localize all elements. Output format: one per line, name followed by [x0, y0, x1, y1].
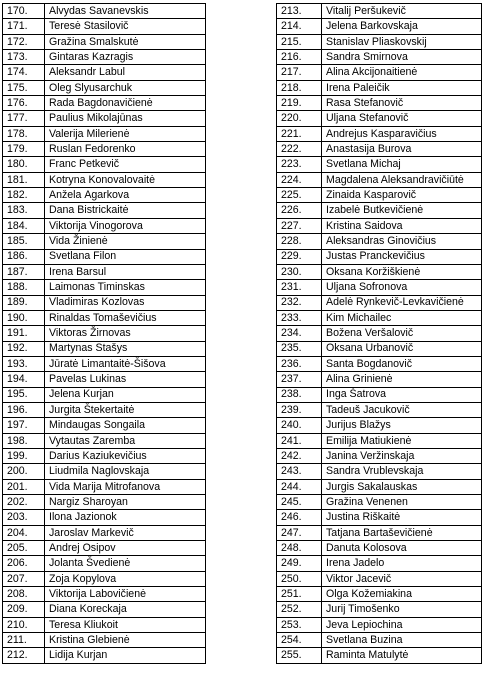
person-name: Svetlana Michaj [322, 157, 482, 172]
table-row [277, 126, 482, 141]
table-row [277, 602, 482, 617]
table-row [3, 249, 206, 264]
row-number: 203. [3, 510, 45, 525]
row-number: 205. [3, 541, 45, 556]
row-number: 192. [3, 341, 45, 356]
table-row [277, 234, 482, 249]
row-number: 171. [3, 19, 45, 34]
row-number: 239. [277, 402, 322, 417]
row-number: 198. [3, 433, 45, 448]
person-name: Svetlana Filon [45, 249, 206, 264]
row-number: 231. [277, 280, 322, 295]
person-name: Pavelas Lukinas [45, 372, 206, 387]
table-row [277, 372, 482, 387]
table-row [277, 4, 482, 19]
person-name: Laimonas Timinskas [45, 280, 206, 295]
table-row [277, 80, 482, 95]
row-number: 220. [277, 111, 322, 126]
table-row [277, 433, 482, 448]
table-row [277, 65, 482, 80]
row-number: 181. [3, 172, 45, 187]
row-number: 214. [277, 19, 322, 34]
person-name: Oksana Koržiškienė [322, 264, 482, 279]
table-row [277, 571, 482, 586]
person-name: Alina Grinienė [322, 372, 482, 387]
person-name: Vitalij Peršukevič [322, 4, 482, 19]
person-name: Jurijus Blažys [322, 418, 482, 433]
row-number: 249. [277, 556, 322, 571]
row-number: 218. [277, 80, 322, 95]
person-name: Zoja Kopylova [45, 571, 206, 586]
row-number: 242. [277, 448, 322, 463]
person-name: Alina Akcijonaitienė [322, 65, 482, 80]
row-number: 202. [3, 495, 45, 510]
table-row [277, 188, 482, 203]
table-row [3, 142, 206, 157]
person-name: Kristina Glebienė [45, 633, 206, 648]
table-row [3, 448, 206, 463]
table-row [3, 587, 206, 602]
person-name: Inga Šatrova [322, 387, 482, 402]
person-name: Ilona Jazionok [45, 510, 206, 525]
row-number: 233. [277, 310, 322, 325]
row-number: 252. [277, 602, 322, 617]
table-row [3, 80, 206, 95]
table-row [3, 479, 206, 494]
person-name: Ruslan Fedorenko [45, 142, 206, 157]
table-row [3, 172, 206, 187]
person-name: Božena Veršalovič [322, 326, 482, 341]
person-name: Valerija Milerienė [45, 126, 206, 141]
row-number: 174. [3, 65, 45, 80]
table-row [3, 571, 206, 586]
table-row [277, 96, 482, 111]
row-number: 232. [277, 295, 322, 310]
table-row [3, 203, 206, 218]
names-table-left [2, 3, 206, 664]
row-number: 254. [277, 633, 322, 648]
person-name: Aleksandr Labul [45, 65, 206, 80]
table-row [3, 326, 206, 341]
person-name: Jelena Barkovskaja [322, 19, 482, 34]
table-row [3, 418, 206, 433]
row-number: 208. [3, 587, 45, 602]
person-name: Jurgis Sakalauskas [322, 479, 482, 494]
row-number: 191. [3, 326, 45, 341]
row-number: 221. [277, 126, 322, 141]
row-number: 185. [3, 234, 45, 249]
person-name: Tatjana Bartaševičienė [322, 525, 482, 540]
table-row [3, 648, 206, 663]
person-name: Franc Petkevič [45, 157, 206, 172]
row-number: 255. [277, 648, 322, 663]
person-name: Kristina Saidova [322, 218, 482, 233]
table-row [3, 65, 206, 80]
row-number: 240. [277, 418, 322, 433]
person-name: Jaroslav Markevič [45, 525, 206, 540]
row-number: 211. [3, 633, 45, 648]
person-name: Viktor Jacevič [322, 571, 482, 586]
row-number: 222. [277, 142, 322, 157]
person-name: Justina Riškaitė [322, 510, 482, 525]
person-name: Danuta Kolosova [322, 541, 482, 556]
person-name: Teresa Kliukoit [45, 617, 206, 632]
row-number: 212. [3, 648, 45, 663]
row-number: 200. [3, 464, 45, 479]
row-number: 241. [277, 433, 322, 448]
table-row [3, 356, 206, 371]
person-name: Anželа Agarkova [45, 188, 206, 203]
table-row [3, 464, 206, 479]
table-row [3, 602, 206, 617]
table-row [3, 50, 206, 65]
person-name: Vladimiras Kozlovas [45, 295, 206, 310]
table-row [277, 479, 482, 494]
person-name: Andrejus Kasparavičius [322, 126, 482, 141]
person-name: Olga Kožemiakina [322, 587, 482, 602]
row-number: 196. [3, 402, 45, 417]
table-row [277, 510, 482, 525]
row-number: 223. [277, 157, 322, 172]
table-row [277, 142, 482, 157]
table-row [277, 249, 482, 264]
row-number: 213. [277, 4, 322, 19]
row-number: 228. [277, 234, 322, 249]
table-row [3, 402, 206, 417]
row-number: 175. [3, 80, 45, 95]
table-row [277, 587, 482, 602]
person-name: Rinaldas Tomaševičius [45, 310, 206, 325]
row-number: 186. [3, 249, 45, 264]
row-number: 250. [277, 571, 322, 586]
table-row [277, 402, 482, 417]
person-name: Andrej Osipov [45, 541, 206, 556]
row-number: 224. [277, 172, 322, 187]
person-name: Irena Jadelo [322, 556, 482, 571]
row-number: 172. [3, 34, 45, 49]
table-row [3, 387, 206, 402]
person-name: Gražina Smalskutė [45, 34, 206, 49]
person-name: Svetlana Buzina [322, 633, 482, 648]
person-name: Rasa Stefanovič [322, 96, 482, 111]
person-name: Darius Kaziukevičius [45, 448, 206, 463]
table-body-right [277, 4, 482, 664]
table-row [3, 633, 206, 648]
row-number: 209. [3, 602, 45, 617]
table-row [3, 617, 206, 632]
table-row [3, 218, 206, 233]
table-row [3, 295, 206, 310]
person-name: Irena Barsul [45, 264, 206, 279]
person-name: Rada Bagdonavičienė [45, 96, 206, 111]
table-row [277, 203, 482, 218]
row-number: 173. [3, 50, 45, 65]
table-row [277, 19, 482, 34]
person-name: Martynas Stašys [45, 341, 206, 356]
person-name: Gražina Venenen [322, 495, 482, 510]
row-number: 236. [277, 356, 322, 371]
row-number: 189. [3, 295, 45, 310]
table-row [277, 495, 482, 510]
person-name: Kim Michailec [322, 310, 482, 325]
person-name: Oleg Slyusarchuk [45, 80, 206, 95]
person-name: Jolanta Švedienė [45, 556, 206, 571]
row-number: 190. [3, 310, 45, 325]
table-body-left [3, 4, 206, 664]
row-number: 247. [277, 525, 322, 540]
table-row [3, 4, 206, 19]
row-number: 230. [277, 264, 322, 279]
person-name: Tadeuš Jacukovič [322, 402, 482, 417]
row-number: 180. [3, 157, 45, 172]
person-name: Diana Koreckaja [45, 602, 206, 617]
table-row [277, 418, 482, 433]
table-row [277, 111, 482, 126]
table-row [277, 264, 482, 279]
table-row [3, 157, 206, 172]
row-number: 176. [3, 96, 45, 111]
table-row [3, 341, 206, 356]
row-number: 177. [3, 111, 45, 126]
person-name: Mindaugas Songaila [45, 418, 206, 433]
table-row [3, 525, 206, 540]
person-name: Zinaida Kasparovič [322, 188, 482, 203]
table-row [3, 510, 206, 525]
person-name: Dana Bistrickaitė [45, 203, 206, 218]
table-row [277, 525, 482, 540]
row-number: 219. [277, 96, 322, 111]
person-name: Vida Marija Mitrofanova [45, 479, 206, 494]
row-number: 183. [3, 203, 45, 218]
person-name: Emilija Matiukienė [322, 433, 482, 448]
row-number: 237. [277, 372, 322, 387]
row-number: 251. [277, 587, 322, 602]
person-name: Paulius Mikolajūnas [45, 111, 206, 126]
person-name: Uljana Stefanovič [322, 111, 482, 126]
table-row [3, 310, 206, 325]
row-number: 234. [277, 326, 322, 341]
table-row [277, 157, 482, 172]
table-row [3, 280, 206, 295]
table-row [277, 556, 482, 571]
row-number: 245. [277, 495, 322, 510]
person-name: Vytautas Zaremba [45, 433, 206, 448]
row-number: 226. [277, 203, 322, 218]
table-row [3, 372, 206, 387]
person-name: Viktorija Labovičienė [45, 587, 206, 602]
person-name: Magdalena Aleksandravičiūtė [322, 172, 482, 187]
table-row [277, 218, 482, 233]
table-row [3, 96, 206, 111]
row-number: 188. [3, 280, 45, 295]
person-name: Viktoras Žirnovas [45, 326, 206, 341]
table-row [3, 111, 206, 126]
person-name: Irena Paleičik [322, 80, 482, 95]
person-name: Alvydas Savanevskis [45, 4, 206, 19]
row-number: 216. [277, 50, 322, 65]
person-name: Justas Pranckevičius [322, 249, 482, 264]
person-name: Jeva Lepiochina [322, 617, 482, 632]
person-name: Stanislav Pliaskovskij [322, 34, 482, 49]
person-name: Oksana Urbanovič [322, 341, 482, 356]
person-name: Anastasija Burova [322, 142, 482, 157]
table-row [3, 188, 206, 203]
row-number: 235. [277, 341, 322, 356]
table-row [3, 495, 206, 510]
table-row [277, 356, 482, 371]
person-name: Liudmila Naglovskaja [45, 464, 206, 479]
person-name: Jūratė Limantaitė-Šišova [45, 356, 206, 371]
person-name: Santa Bogdanovič [322, 356, 482, 371]
person-name: Vida Žinienė [45, 234, 206, 249]
row-number: 170. [3, 4, 45, 19]
row-number: 187. [3, 264, 45, 279]
row-number: 194. [3, 372, 45, 387]
table-row [277, 295, 482, 310]
names-table-right [276, 3, 482, 664]
table-row [277, 448, 482, 463]
row-number: 253. [277, 617, 322, 632]
table-row [277, 280, 482, 295]
row-number: 184. [3, 218, 45, 233]
person-name: Viktorija Vinogorova [45, 218, 206, 233]
table-row [277, 387, 482, 402]
person-name: Jelena Kurjan [45, 387, 206, 402]
row-number: 193. [3, 356, 45, 371]
row-number: 217. [277, 65, 322, 80]
person-name: Janina Veržinskaja [322, 448, 482, 463]
table-row [3, 541, 206, 556]
table-row [277, 541, 482, 556]
person-name: Sandra Smirnova [322, 50, 482, 65]
table-row [3, 234, 206, 249]
row-number: 207. [3, 571, 45, 586]
row-number: 210. [3, 617, 45, 632]
row-number: 215. [277, 34, 322, 49]
table-row [277, 617, 482, 632]
row-number: 195. [3, 387, 45, 402]
table-row [277, 310, 482, 325]
table-row [3, 34, 206, 49]
person-name: Gintaras Kazragis [45, 50, 206, 65]
row-number: 244. [277, 479, 322, 494]
row-number: 179. [3, 142, 45, 157]
table-row [277, 326, 482, 341]
row-number: 197. [3, 418, 45, 433]
row-number: 225. [277, 188, 322, 203]
table-row [3, 19, 206, 34]
table-row [277, 341, 482, 356]
row-number: 204. [3, 525, 45, 540]
person-name: Teresė Stasilovič [45, 19, 206, 34]
row-number: 248. [277, 541, 322, 556]
person-name: Nargiz Sharoyan [45, 495, 206, 510]
person-name: Izabelė Butkevičienė [322, 203, 482, 218]
table-row [277, 633, 482, 648]
person-name: Lidija Kurjan [45, 648, 206, 663]
person-name: Jurgita Štekertaitė [45, 402, 206, 417]
person-name: Jurij Timošenko [322, 602, 482, 617]
row-number: 206. [3, 556, 45, 571]
table-row [277, 464, 482, 479]
row-number: 243. [277, 464, 322, 479]
row-number: 178. [3, 126, 45, 141]
table-row [277, 34, 482, 49]
table-row [3, 264, 206, 279]
person-name: Raminta Matulytė [322, 648, 482, 663]
row-number: 229. [277, 249, 322, 264]
table-row [277, 172, 482, 187]
row-number: 182. [3, 188, 45, 203]
person-name: Adelė Rynkevič-Levkavičienė [322, 295, 482, 310]
table-row [3, 433, 206, 448]
row-number: 227. [277, 218, 322, 233]
table-row [277, 50, 482, 65]
table-row [277, 648, 482, 663]
person-name: Kotryna Konovalovaitė [45, 172, 206, 187]
person-name: Sandra Vrublevskaja [322, 464, 482, 479]
table-row [3, 126, 206, 141]
row-number: 199. [3, 448, 45, 463]
row-number: 246. [277, 510, 322, 525]
person-name: Aleksandras Ginovičius [322, 234, 482, 249]
table-row [3, 556, 206, 571]
row-number: 201. [3, 479, 45, 494]
person-name: Uljana Sofronova [322, 280, 482, 295]
row-number: 238. [277, 387, 322, 402]
